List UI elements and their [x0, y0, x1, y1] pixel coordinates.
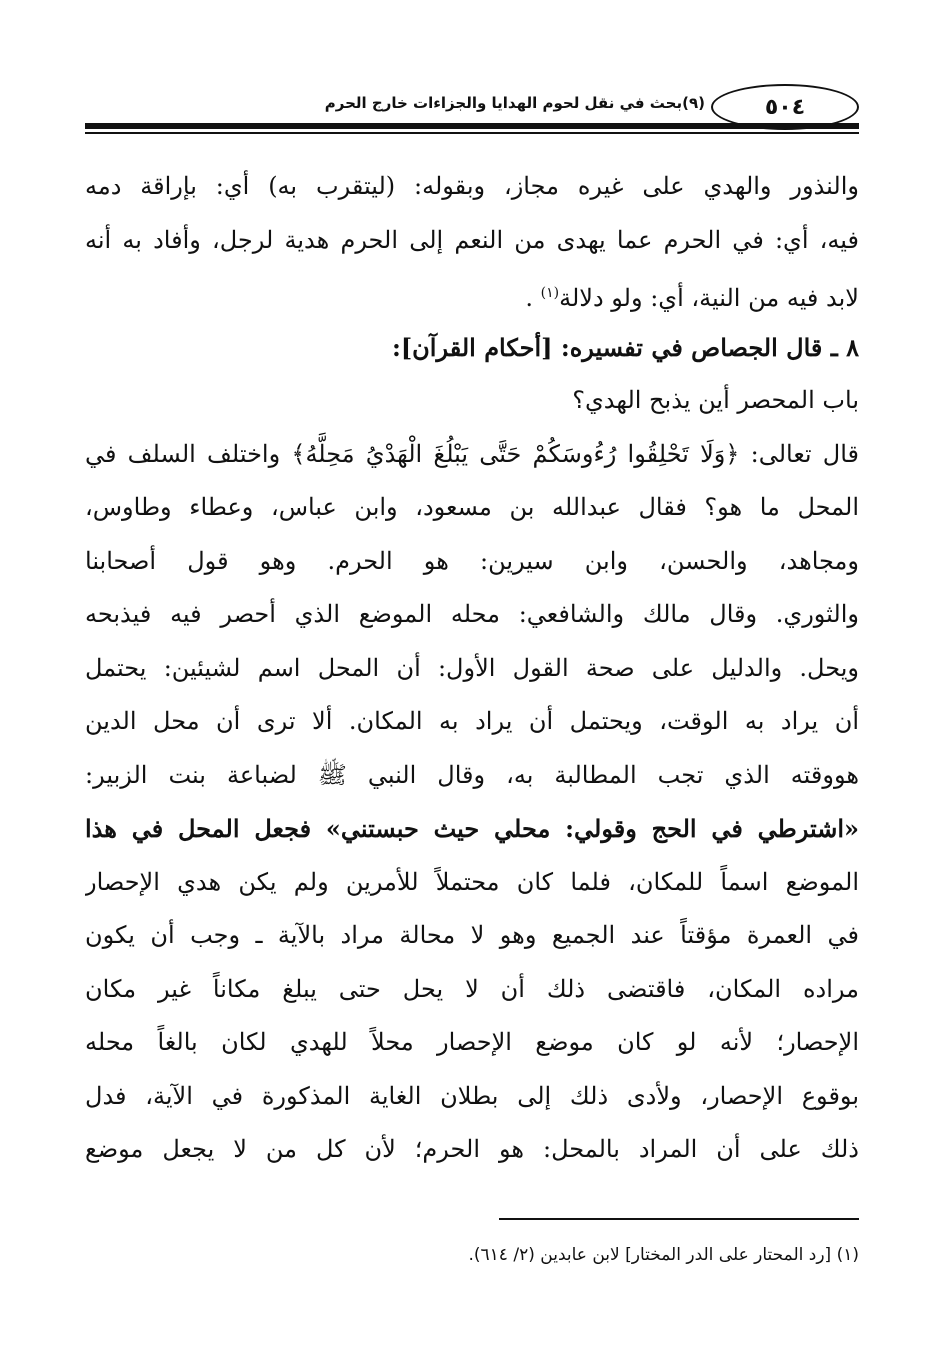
- text-line-19: ذلك على أن المراد بالمحل: هو الحرم؛ لأن كل من لا يجعل موضع: [85, 1135, 859, 1163]
- text-line-1: والنذور والهدي على غيره مجاز، وبقوله: (ليتقرب به) أي: بإراقة دمه: [85, 172, 859, 200]
- text-line-7: المحل ما هو؟ فقال عبدالله بن مسعود، وابن عباس، وعطاء وطاوس،: [85, 493, 859, 521]
- text-line-2: فيه، أي: في الحرم عما يهدى من النعم إلى الحرم هدية لرجل، وأفاد به أنه: [85, 225, 859, 254]
- text-line-3-content: لابد فيه من النية، أي: ولو دلالة: [559, 284, 859, 312]
- footnote-rule: [499, 1218, 859, 1220]
- quran-verse-line: قال تعالى: ﴿وَلَا تَحْلِقُوا رُءُوسَكُمْ حَتَّى يَبْلُغَ الْهَدْيُ مَحِلَّهُ﴾ واختلف السلف في: [85, 439, 859, 468]
- footnote-ref: (١): [540, 285, 560, 301]
- page-number: ٥٠٤: [764, 94, 806, 120]
- chapter-title: باب المحصر أين يذبح الهدي؟: [572, 386, 859, 414]
- hadith-line: «اشترطي في الحج وقولي: محلي حيث حبستني» فجعل المحل في هذا: [85, 814, 859, 843]
- text-line-3: [85, 267, 859, 321]
- text-line-17: الإحصار؛ لأنه لو كان موضع الإحصار محلاً للهدي لكان بالغاً محله: [85, 1028, 859, 1056]
- text-line-9: والثوري. وقال مالك والشافعي: محله الموضع الذي أحصر فيه فيذبحه: [85, 600, 859, 628]
- text-line-3-end: .: [525, 284, 541, 312]
- running-title: (٩)بحث في نقل لحوم الهدايا والجزاءات خارج الحرم: [324, 94, 705, 112]
- text-line-11: أن يراد به الوقت، ويحتمل أن يراد به المكان. ألا ترى أن محل الدين: [85, 707, 859, 735]
- footnote: (١) [رد المحتار على الدر المختار] لابن عابدين (٢/ ٦١٤).: [468, 1245, 859, 1265]
- text-line-14: الموضع اسماً للمكان، فلما كان محتملاً للأمرين ولم يكن هدي الإحصار: [85, 867, 859, 896]
- text-line-15: في العمرة مؤقتاً عند الجميع وهو لا محالة مراد بالآية ـ وجب أن يكون: [85, 921, 859, 949]
- section-heading: ٨ ـ قال الجصاص في تفسيره: [أحكام القرآن]:: [391, 332, 859, 362]
- page-header: [85, 84, 859, 144]
- text-line-10: ويحل. والدليل على صحة القول الأول: أن المحل اسم لشيئين: يحتمل: [85, 653, 859, 682]
- body-text: [85, 160, 859, 1177]
- text-line-18: بوقوع الإحصار، ولأدى ذلك إلى بطلان الغاية المذكورة في الآية، فدل: [85, 1081, 859, 1110]
- text-line-8: ومجاهد، والحسن، وابن سيرين: هو الحرم. وهو قول أصحابنا: [85, 546, 859, 575]
- header-rule: [85, 123, 859, 129]
- header-rule-thin: [85, 132, 859, 134]
- text-line-16: مراده المكان، فاقتضى ذلك أن لا يحل حتى يبلغ مكاناً غير مكان: [85, 974, 859, 1003]
- text-line-12: هووقته الذي تجب المطالبة به، وقال النبي ﷺ لضباعة بنت الزبير:: [85, 760, 859, 789]
